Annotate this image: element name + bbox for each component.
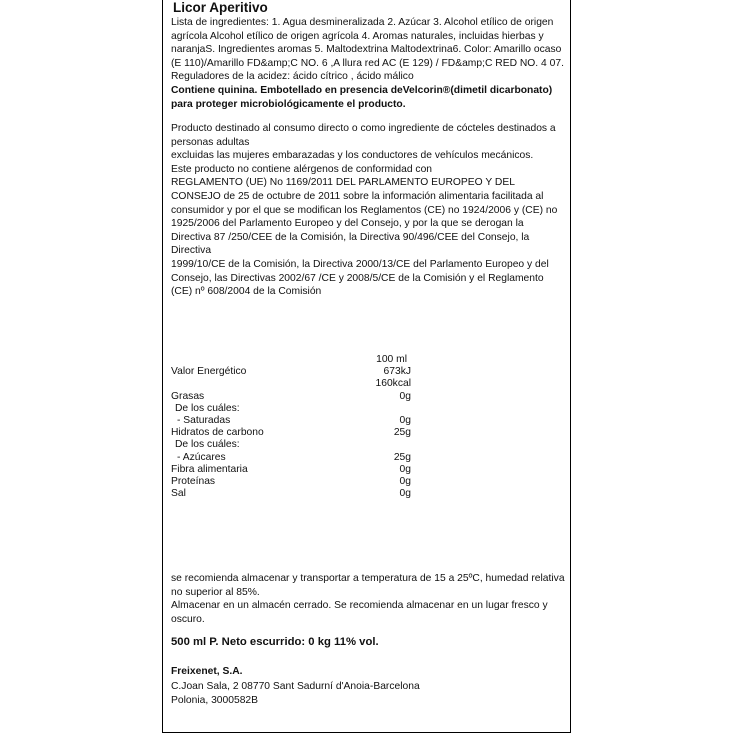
ingredients-bold-text: Contiene quinina. Embotellado en presencia deVelcorin®(dimetil dicarbonato) para proteger microbiológicamente el producto. bbox=[171, 84, 553, 110]
nutrition-row bbox=[171, 391, 411, 403]
nutrient-name: Grasas bbox=[171, 390, 205, 402]
nutrition-row bbox=[171, 415, 411, 427]
nutrient-name: De los cuáles: bbox=[175, 439, 240, 451]
nutrition-row bbox=[171, 464, 411, 476]
storage-section bbox=[171, 572, 566, 626]
nutrition-header: 100 ml bbox=[376, 354, 407, 365]
nutrient-value: 0g bbox=[399, 463, 411, 475]
nutrient-name: Fibra alimentaria bbox=[171, 463, 248, 475]
nutrient-name: - Azúcares bbox=[177, 451, 226, 463]
ingredients-section bbox=[171, 16, 566, 111]
nutrition-row bbox=[171, 488, 411, 500]
consumption-line: Producto destinado al consumo directo o como ingrediente de cócteles destinados a personas adultas bbox=[171, 123, 556, 148]
nutrient-name: Valor Energético bbox=[171, 366, 247, 378]
nutrition-row bbox=[171, 403, 411, 415]
nutrient-value: 0g bbox=[399, 390, 411, 402]
product-title: Licor Aperitivo bbox=[173, 0, 268, 15]
nutrient-value: 25g bbox=[393, 427, 411, 439]
nutrition-table bbox=[171, 354, 411, 500]
nutrition-row bbox=[171, 476, 411, 488]
nutrient-value: 0g bbox=[399, 414, 411, 426]
consumption-line: REGLAMENTO (UE) No 1169/2011 DEL PARLAMENTO EUROPEO Y DEL CONSEJO de 25 de octubre de 2011 sobre la información alimentaria facilitada al consumidor y por el que se modifican los Reglamentos (CE) no 1924/2006 y (CE) no 1925/2006 del Parlamento Europeo y del Consejo, y por la que se derogan la Directiva 87 /250/CEE de la Comisión, la Directiva 90/496/CEE del Consejo, la Directiva bbox=[171, 177, 558, 257]
nutrient-name: Sal bbox=[171, 488, 186, 500]
ingredients-text: Lista de ingredientes: 1. Agua desmineralizada 2. Azúcar 3. Alcohol etílico de origen agrícola Alcohol etílico de origen agrícola 4. Aromas naturales, incluidas hierbas y naranjaS. Ingredientes aromas 5. Maltodextrina Maltodextrina6. Color: Amarillo ocaso (E 110)/Amarillo FD&amp;C NO. 6 ,A llura red AC (E 129) / FD&amp;C RED NO. 4 07. Reguladores de la acidez: ácido cítrico , ácido málico bbox=[171, 17, 564, 83]
nutrition-header-row bbox=[171, 354, 411, 366]
company-code: Polonia, 3000582B bbox=[171, 695, 259, 706]
nutrient-value: 160kcal bbox=[375, 378, 411, 390]
nutrient-value: 25g bbox=[393, 451, 411, 463]
nutrient-value: 673kJ bbox=[383, 366, 411, 378]
nutrient-value: 0g bbox=[399, 488, 411, 500]
nutrient-name: De los cuáles: bbox=[175, 402, 240, 414]
storage-line: Almacenar en un almacén cerrado. Se recomienda almacenar en un lugar fresco y oscuro. bbox=[171, 600, 548, 625]
nutrient-name: Proteínas bbox=[171, 475, 216, 487]
consumption-section bbox=[171, 122, 566, 299]
nutrition-row bbox=[171, 366, 411, 378]
nutrition-row bbox=[171, 452, 411, 464]
company-section bbox=[171, 665, 420, 709]
storage-line: se recomienda almacenar y transportar a temperatura de 15 a 25ºC, humedad relativa no superior al 85%. bbox=[171, 573, 565, 598]
nutrient-name: - Saturadas bbox=[177, 414, 231, 426]
net-content: 500 ml P. Neto escurrido: 0 kg 11% vol. bbox=[171, 636, 379, 648]
nutrition-row bbox=[171, 427, 411, 439]
company-address: C.Joan Sala, 2 08770 Sant Sadurní d'Anoia-Barcelona bbox=[171, 680, 420, 692]
nutrition-row bbox=[171, 439, 411, 451]
company-name: Freixenet, S.A. bbox=[171, 666, 243, 677]
nutrition-row bbox=[171, 378, 411, 390]
nutrient-name: Hidratos de carbono bbox=[171, 427, 264, 439]
consumption-line: Este producto no contiene alérgenos de conformidad con bbox=[171, 163, 433, 175]
consumption-line: excluidas las mujeres embarazadas y los conductores de vehículos mecánicos. bbox=[171, 150, 534, 162]
consumption-line: 1999/10/CE de la Comisión, la Directiva 2000/13/CE del Parlamento Europeo y del Consejo, las Directivas 2002/67 /CE y 2008/5/CE de la Comisión y el Reglamento (CE) nº 608/2004 de la Comisión bbox=[171, 258, 549, 298]
nutrient-value: 0g bbox=[399, 475, 411, 487]
